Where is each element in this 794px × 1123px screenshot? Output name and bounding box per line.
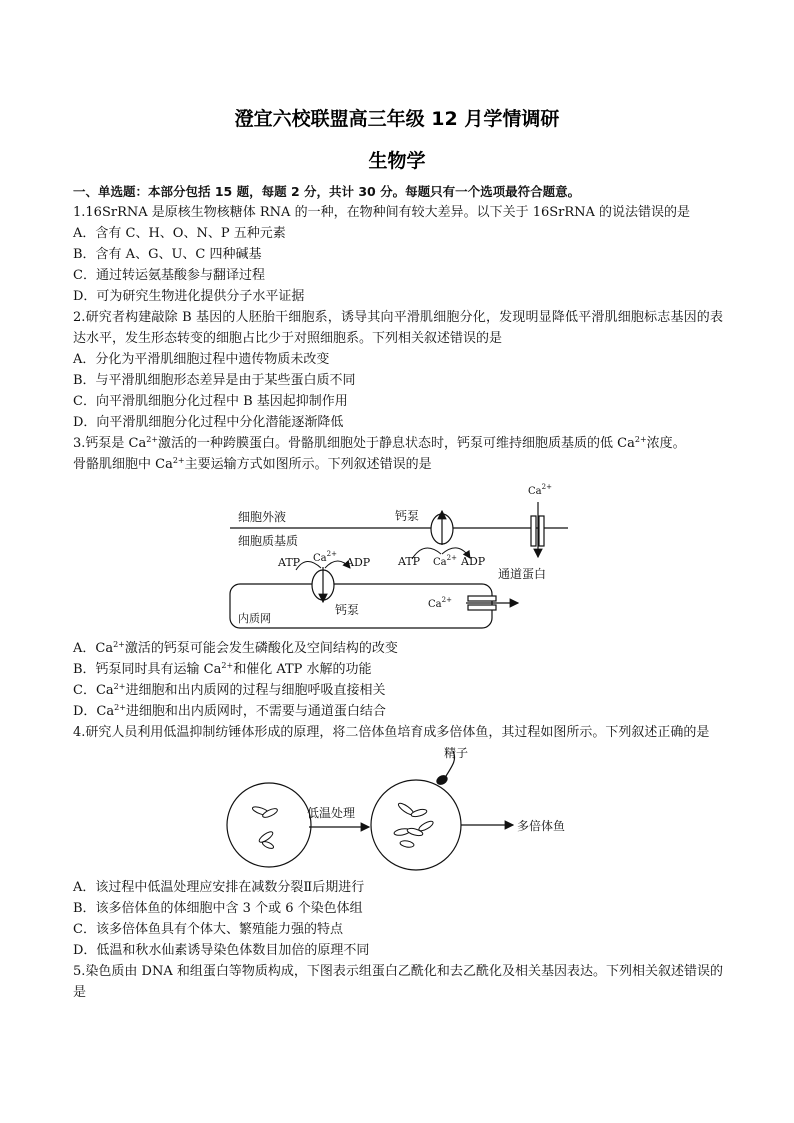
option-b: B．该多倍体鱼的体细胞中含 3 个或 6 个染色体组	[73, 901, 363, 916]
ca-label-top: $Ca^{2+}$	[528, 483, 552, 497]
option-d: D．低温和秋水仙素诱导染色体数目加倍的原理不同	[73, 943, 370, 958]
option-b: B．与平滑肌细胞形态差异是由于某些蛋白质不同	[73, 373, 356, 388]
question-5	[73, 961, 723, 1003]
calcium-transport-diagram	[228, 482, 573, 632]
question-stem: 4.研究人员利用低温抑制纺锤体形成的原理，将二倍体鱼培育成多倍体鱼，其过程如图所示。下列叙述正确的是	[73, 725, 710, 740]
membrane-channel-protein-right	[539, 516, 544, 546]
question-1	[73, 202, 723, 307]
ca-label-pump-right: $Ca^{2+}$	[433, 554, 457, 568]
question-stem: 3.钙泵是 $Ca^{2+}$激活的一种跨膜蛋白。骨骼肌细胞处于静息状态时，钙泵可维持细胞质基质的低 $Ca^{2+}$浓度。	[73, 435, 686, 451]
extracellular-label: 细胞外液	[238, 510, 287, 524]
low-temp-label: 低温处理	[307, 806, 356, 820]
treated-cell	[371, 780, 461, 870]
exam-content	[73, 181, 723, 1003]
option-b: B．含有 A、G、U、C 四种碱基	[73, 247, 262, 262]
option-a: A．$Ca^{2+}$激活的钙泵可能会发生磷酸化及空间结构的改变	[73, 640, 398, 656]
polyploid-fish-diagram	[221, 747, 581, 873]
pump-label-er: 钙泵	[335, 603, 360, 617]
question-stem: 5.染色质由 DNA 和组蛋白等物质构成，下图表示组蛋白乙酰化和去乙酰化及相关基因表达。下列相关叙述错误的是	[73, 964, 723, 1000]
er-label: 内质网	[238, 612, 271, 625]
er-channel-protein-top	[468, 596, 496, 601]
exam-title: 澄宜六校联盟高三年级 12 月学情调研	[234, 108, 560, 130]
question-stem: 2.研究者构建敲除 B 基因的人胚胎干细胞系，诱导其向平滑肌细胞分化，发现明显降低平滑肌细胞标志基因的表达水平，发生形态转变的细胞占比少于对照细胞系。下列相关叙述错误的是	[73, 310, 723, 346]
question-stem-continued: 骨骼肌细胞中 $Ca^{2+}$主要运输方式如图所示。下列叙述错误的是	[73, 456, 432, 472]
pump-label-top: 钙泵	[395, 509, 420, 523]
option-a: A．含有 C、H、O、N、P 五种元素	[73, 226, 286, 241]
option-b: B．钙泵同时具有运输 $Ca^{2+}$和催化 ATP 水解的功能	[73, 661, 372, 677]
cytoplasm-label: 细胞质基质	[238, 534, 299, 548]
option-c: C．$Ca^{2+}$进细胞和出内质网的过程与细胞呼吸直接相关	[73, 682, 386, 698]
diploid-cell	[227, 783, 311, 867]
question-3	[73, 433, 723, 722]
exam-subject: 生物学	[368, 150, 426, 172]
adp-label-left: ADP	[346, 556, 371, 569]
option-a: A．该过程中低温处理应安排在减数分裂Ⅱ后期进行	[73, 880, 365, 895]
channel-protein-label: 通道蛋白	[498, 567, 547, 581]
adp-label-right: ADP	[461, 555, 486, 568]
option-c: C．通过转运氨基酸参与翻译过程	[73, 268, 265, 283]
option-d: D．$Ca^{2+}$进细胞和出内质网时，不需要与通道蛋白结合	[73, 703, 386, 719]
polyploid-label: 多倍体鱼	[517, 819, 566, 833]
sperm-label: 精子	[444, 747, 469, 760]
ca-label-er-pump: $Ca^{2+}$	[313, 550, 337, 564]
ca-label-er-channel: $Ca^{2+}$	[428, 596, 452, 610]
atp-label-left: ATP	[278, 556, 301, 569]
question-stem: 1.16SrRNA 是原核生物核糖体 RNA 的一种，在物种间有较大差异。以下关于 16SrRNA 的说法错误的是	[73, 205, 691, 220]
question-2	[73, 307, 723, 433]
section-heading: 一、单选题：本部分包括 15 题，每题 2 分，共计 30 分。每题只有一个选项最符合题意。	[73, 184, 581, 199]
er-channel-protein-bottom	[468, 605, 496, 610]
option-c: C．向平滑肌细胞分化过程中 B 基因起抑制作用	[73, 394, 348, 409]
option-a: A．分化为平滑肌细胞过程中遗传物质未改变	[73, 352, 330, 367]
option-d: D．向平滑肌细胞分化过程中分化潜能逐渐降低	[73, 415, 344, 430]
option-d: D．可为研究生物进化提供分子水平证据	[73, 289, 305, 304]
option-c: C．该多倍体鱼具有个体大、繁殖能力强的特点	[73, 922, 343, 937]
atp-label-right: ATP	[398, 555, 421, 568]
question-4	[73, 722, 723, 961]
membrane-channel-protein-left	[531, 516, 536, 546]
